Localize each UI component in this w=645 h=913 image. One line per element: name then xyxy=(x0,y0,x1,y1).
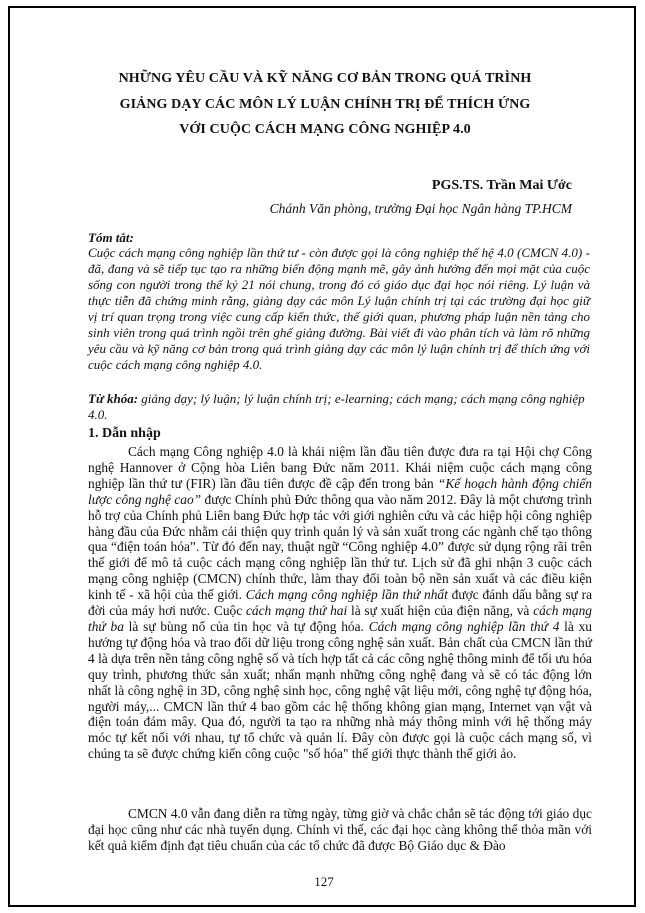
keywords-label: Từ khóa: xyxy=(88,391,139,406)
page-frame xyxy=(8,6,636,907)
text-run: là sự bùng nổ của tin học và tự động hóa. xyxy=(123,618,369,634)
abstract-text: Cuộc cách mạng công nghiệp lần thứ tư - còn được gọi là công nghiệp thế hệ 4.0 (CMCN 4.0) - đã, đang và sẽ tiếp tục tạo ra những biến động mạnh mẽ, gây ảnh hưởng đến mọi mặt của cuộc sống con người trong thế kỷ 21 nói chung, trong đó có giáo dục đại học nói riêng. Lý luận và thực tiễn đã chứng minh rằng, giảng dạy các môn Lý luận chính trị tại các trường đại học giữ vị trí quan trọng trong việc cung cấp kiến thức, thế giới quan, phương pháp luận nền tảng cho sinh viên trong quá trình ngồi trên ghế giảng đường. Bài viết đi vào phân tích và làm rõ những yêu cầu và kỹ năng cơ bản trong quá trình giảng dạy các môn lý luận chính trị để thích ứng với cuộc cách mạng công nghiệp 4.0. xyxy=(88,245,590,372)
body-paragraph-1 xyxy=(88,444,592,762)
author-name: PGS.TS. Trần Mai Ước xyxy=(431,178,572,193)
title-line: VỚI CUỘC CÁCH MẠNG CÔNG NGHIỆP 4.0 xyxy=(179,122,471,137)
italic-run: cách mạng thứ hai xyxy=(245,603,348,619)
section-heading: 1. Dẫn nhập xyxy=(88,426,161,441)
italic-run: cách mạng thứ ba xyxy=(88,603,592,634)
italic-run: Cách mạng công nghiệp lần thứ 4 xyxy=(368,618,560,634)
keywords xyxy=(88,391,590,423)
author-affiliation: Chánh Văn phòng, trường Đại học Ngân hàng TP.HCM xyxy=(269,201,572,216)
abstract-label: Tóm tắt: xyxy=(88,230,134,245)
page-number: 127 xyxy=(314,874,334,889)
italic-run: “Kế hoạch hành động chiến lược công nghệ cao” xyxy=(88,475,593,507)
text-run: được Chính phủ Đức thông qua vào năm 2012. Đây là một chương trình hỗ trợ của Chính phủ Liên bang Đức hợp tác với giới nghiên cứu và các hiệp hội công nghiệp hàng đầu của Đức nhằm cải thiện quy trình quản lý và sản xuất trong các ngành chế tạo thông qua “điện toán hóa”. Từ đó đến nay, thuật ngữ “Công nghiệp 4.0” được sử dụng rộng rãi trên thế giới để mô tả cuộc cách mạng công nghiệp lần thứ tư. Lịch sử đã ghi nhận 3 cuộc cách mạng công nghiệp (CMCN) chính thức, làm thay đổi toàn bộ nền sản xuất và các điều kiện kinh tế - xã hội của thế giới. xyxy=(88,491,593,603)
italic-run: Cách mạng công nghiệp lần thứ nhất xyxy=(245,587,448,603)
text-run: được đánh dấu bằng sự ra đời của máy hơi nước. Cuộc xyxy=(88,587,593,619)
paper-title xyxy=(70,66,580,143)
text-run: là sự xuất hiện của điện năng, và xyxy=(347,603,534,619)
text-run: Cách mạng Công nghiệp 4.0 là khái niệm lần đầu tiên được đưa ra tại Hội chợ Công nghệ Hannover ở Cộng hòa Liên bang Đức năm 2011. Khái niệm cuộc cách mạng công nghiệp lần thứ tư (FIR) lần đầu tiên được đề cập đến trong bản xyxy=(88,444,592,491)
keywords-text: giảng dạy; lý luận; lý luận chính trị; e-learning; cách mạng; cách mạng công nghiệp 4.0. xyxy=(88,391,585,422)
title-line: GIẢNG DẠY CÁC MÔN LÝ LUẬN CHÍNH TRỊ ĐỂ THÍCH ỨNG xyxy=(119,96,531,112)
title-line: NHỮNG YÊU CẦU VÀ KỸ NĂNG CƠ BẢN TRONG QUÁ TRÌNH xyxy=(118,71,532,86)
text-run: là xu hướng tự động hóa và trao đổi dữ liệu trong công nghệ sản xuất. Bản chất của CMCN lần thứ 4 là dựa trên nền tảng công nghệ số và tích hợp tất cả các công nghệ thông minh để tối ưu hóa quy trình, phương thức sản xuất; nhấn mạnh những công nghệ đang và sẽ có tác động lớn nhất là công nghệ in 3D, công nghệ sinh học, công nghệ vật liệu mới, công nghệ tự động hóa, người máy,... CMCN lần thứ 4 bao gồm các hệ thống không gian mạng, Internet vạn vật và điện toán đám mây. Qua đó, người ta tạo ra những nhà máy thông minh với hệ thống máy móc tự kết nối với nhau, tự tổ chức và quản lí. Đây còn được gọi là cuộc cách mạng số, vì chúng ta sẽ được chứng kiến công cuộc "số hóa" thế giới thực thành thế giới ảo. xyxy=(88,618,593,762)
body-paragraph-2: CMCN 4.0 vẫn đang diễn ra từng ngày, từng giờ và chắc chắn sẽ tác động tới giáo dục đại học cũng như các nhà tuyển dụng. Chính vì thế, các đại học càng không thể thỏa mãn với kết quả kiểm định đạt tiêu chuẩn của các tổ chức đã được Bộ Giáo dục & Đào xyxy=(88,806,592,853)
